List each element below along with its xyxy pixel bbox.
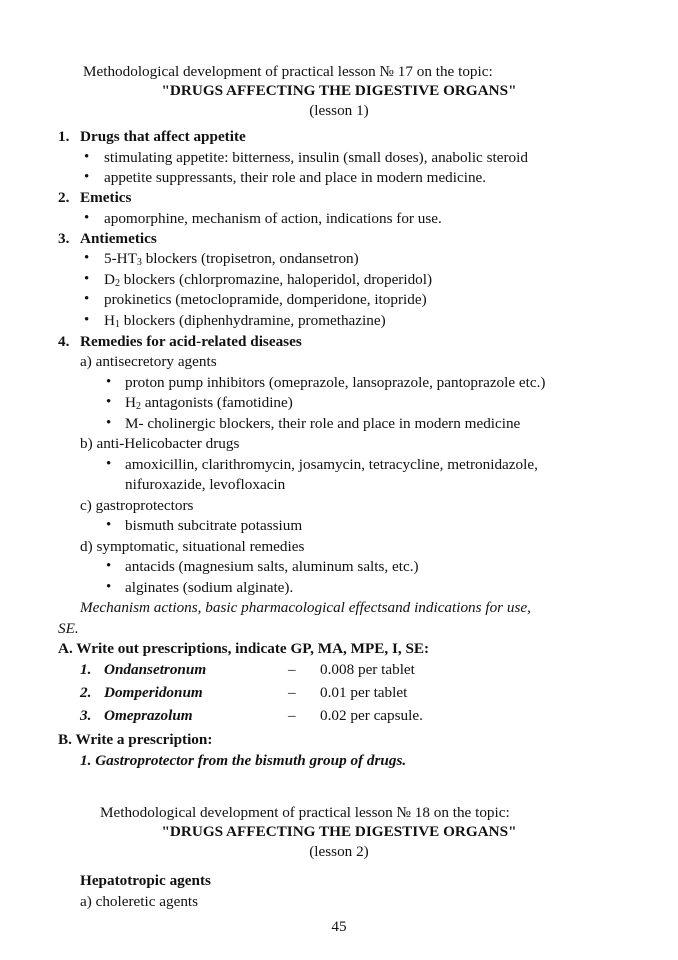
list-item: alginates (sodium alginate). (125, 579, 294, 596)
prescription-drug: Ondansetronum (104, 661, 207, 678)
bullet-icon: • (84, 250, 90, 266)
lesson18-title: "DRUGS AFFECTING THE DIGESTIVE ORGANS" (161, 823, 517, 840)
list-item: appetite suppressants, their role and place in modern medicine. (104, 169, 487, 186)
prescription-dose: 0.008 per tablet (320, 661, 415, 678)
bullet-icon: • (106, 394, 112, 410)
list-item: stimulating appetite: bitterness, insulin (small doses), anabolic steroid (104, 149, 528, 166)
list-item: $H_2$ antagonists (famotidine) (125, 394, 293, 412)
lesson17-subtitle: (lesson 1) (309, 102, 369, 119)
list-item: $D_2$ blockers (chlorpromazine, haloperidol, droperidol) (104, 271, 433, 289)
section-3-heading: Antiemetics (80, 230, 157, 247)
list-item-continuation: nifuroxazide, levofloxacin (125, 476, 286, 493)
section-b-heading: B. Write a prescription: (58, 731, 213, 748)
mechanism-note-continuation: SE. (58, 620, 79, 637)
prescription-dose: 0.02 per capsule. (320, 707, 423, 724)
subsection-a-label: a) antisecretory agents (80, 353, 217, 370)
section-3-number: 3. (58, 230, 70, 247)
subsection-b-label: b) anti-Helicobacter drugs (80, 435, 240, 452)
section-b-item: 1. Gastroprotector from the bismuth group of drugs. (80, 752, 407, 769)
prescription-number: 3. (80, 707, 92, 724)
bullet-icon: • (84, 149, 90, 165)
bullet-icon: • (106, 456, 112, 472)
prescription-drug: Omeprazolum (104, 707, 193, 724)
lesson18-header: Methodological development of practical lesson № 18 on the topic: (100, 804, 510, 821)
page-number: 45 (331, 918, 347, 935)
section-a-heading: A. Write out prescriptions, indicate GP, MA, MPE, I, SE: (58, 640, 430, 657)
hepatotropic-heading: Hepatotropic agents (80, 872, 211, 889)
bullet-icon: • (84, 271, 90, 287)
list-item: M- cholinergic blockers, their role and place in modern medicine (125, 415, 521, 432)
prescription-drug: Domperidonum (104, 684, 203, 701)
subsection-d-label: d) symptomatic, situational remedies (80, 538, 305, 555)
choleretic-label: a) choleretic agents (80, 893, 199, 910)
bullet-icon: • (106, 374, 112, 390)
list-item: $H_1$ blockers (diphenhydramine, promethazine) (104, 312, 386, 330)
section-2-number: 2. (58, 189, 70, 206)
section-4-heading: Remedies for acid-related diseases (80, 333, 302, 350)
list-item: apomorphine, mechanism of action, indications for use. (104, 210, 442, 227)
prescription-dash: – (288, 661, 296, 678)
subsection-c-label: c) gastroprotectors (80, 497, 194, 514)
lesson17-header: Methodological development of practical lesson № 17 on the topic: (83, 63, 493, 80)
lesson18-subtitle: (lesson 2) (309, 843, 369, 860)
bullet-icon: • (84, 312, 90, 328)
section-1-number: 1. (58, 128, 70, 145)
prescription-dose: 0.01 per tablet (320, 684, 408, 701)
bullet-icon: • (84, 169, 90, 185)
bullet-icon: • (106, 415, 112, 431)
bullet-icon: • (84, 291, 90, 307)
list-item: antacids (magnesium salts, aluminum salts, etc.) (125, 558, 419, 575)
list-item: amoxicillin, clarithromycin, josamycin, tetracycline, metronidazole, (125, 456, 538, 473)
bullet-icon: • (106, 517, 112, 533)
mechanism-note: Mechanism actions, basic pharmacological effectsand indications for use, (80, 599, 531, 616)
section-4-number: 4. (58, 333, 70, 350)
prescription-number: 2. (80, 684, 92, 701)
prescription-dash: – (288, 707, 296, 724)
bullet-icon: • (106, 579, 112, 595)
list-item: bismuth subcitrate potassium (125, 517, 303, 534)
list-item: prokinetics (metoclopramide, domperidone, itopride) (104, 291, 427, 308)
bullet-icon: • (106, 558, 112, 574)
section-2-heading: Emetics (80, 189, 132, 206)
bullet-icon: • (84, 210, 90, 226)
section-1-heading: Drugs that affect appetite (80, 128, 246, 145)
prescription-dash: – (288, 684, 296, 701)
list-item: $5-HT_3$ blockers (tropisetron, ondansetron) (104, 250, 359, 268)
prescription-number: 1. (80, 661, 92, 678)
lesson17-title: "DRUGS AFFECTING THE DIGESTIVE ORGANS" (161, 82, 517, 99)
list-item: proton pump inhibitors (omeprazole, lansoprazole, pantoprazole etc.) (125, 374, 546, 391)
